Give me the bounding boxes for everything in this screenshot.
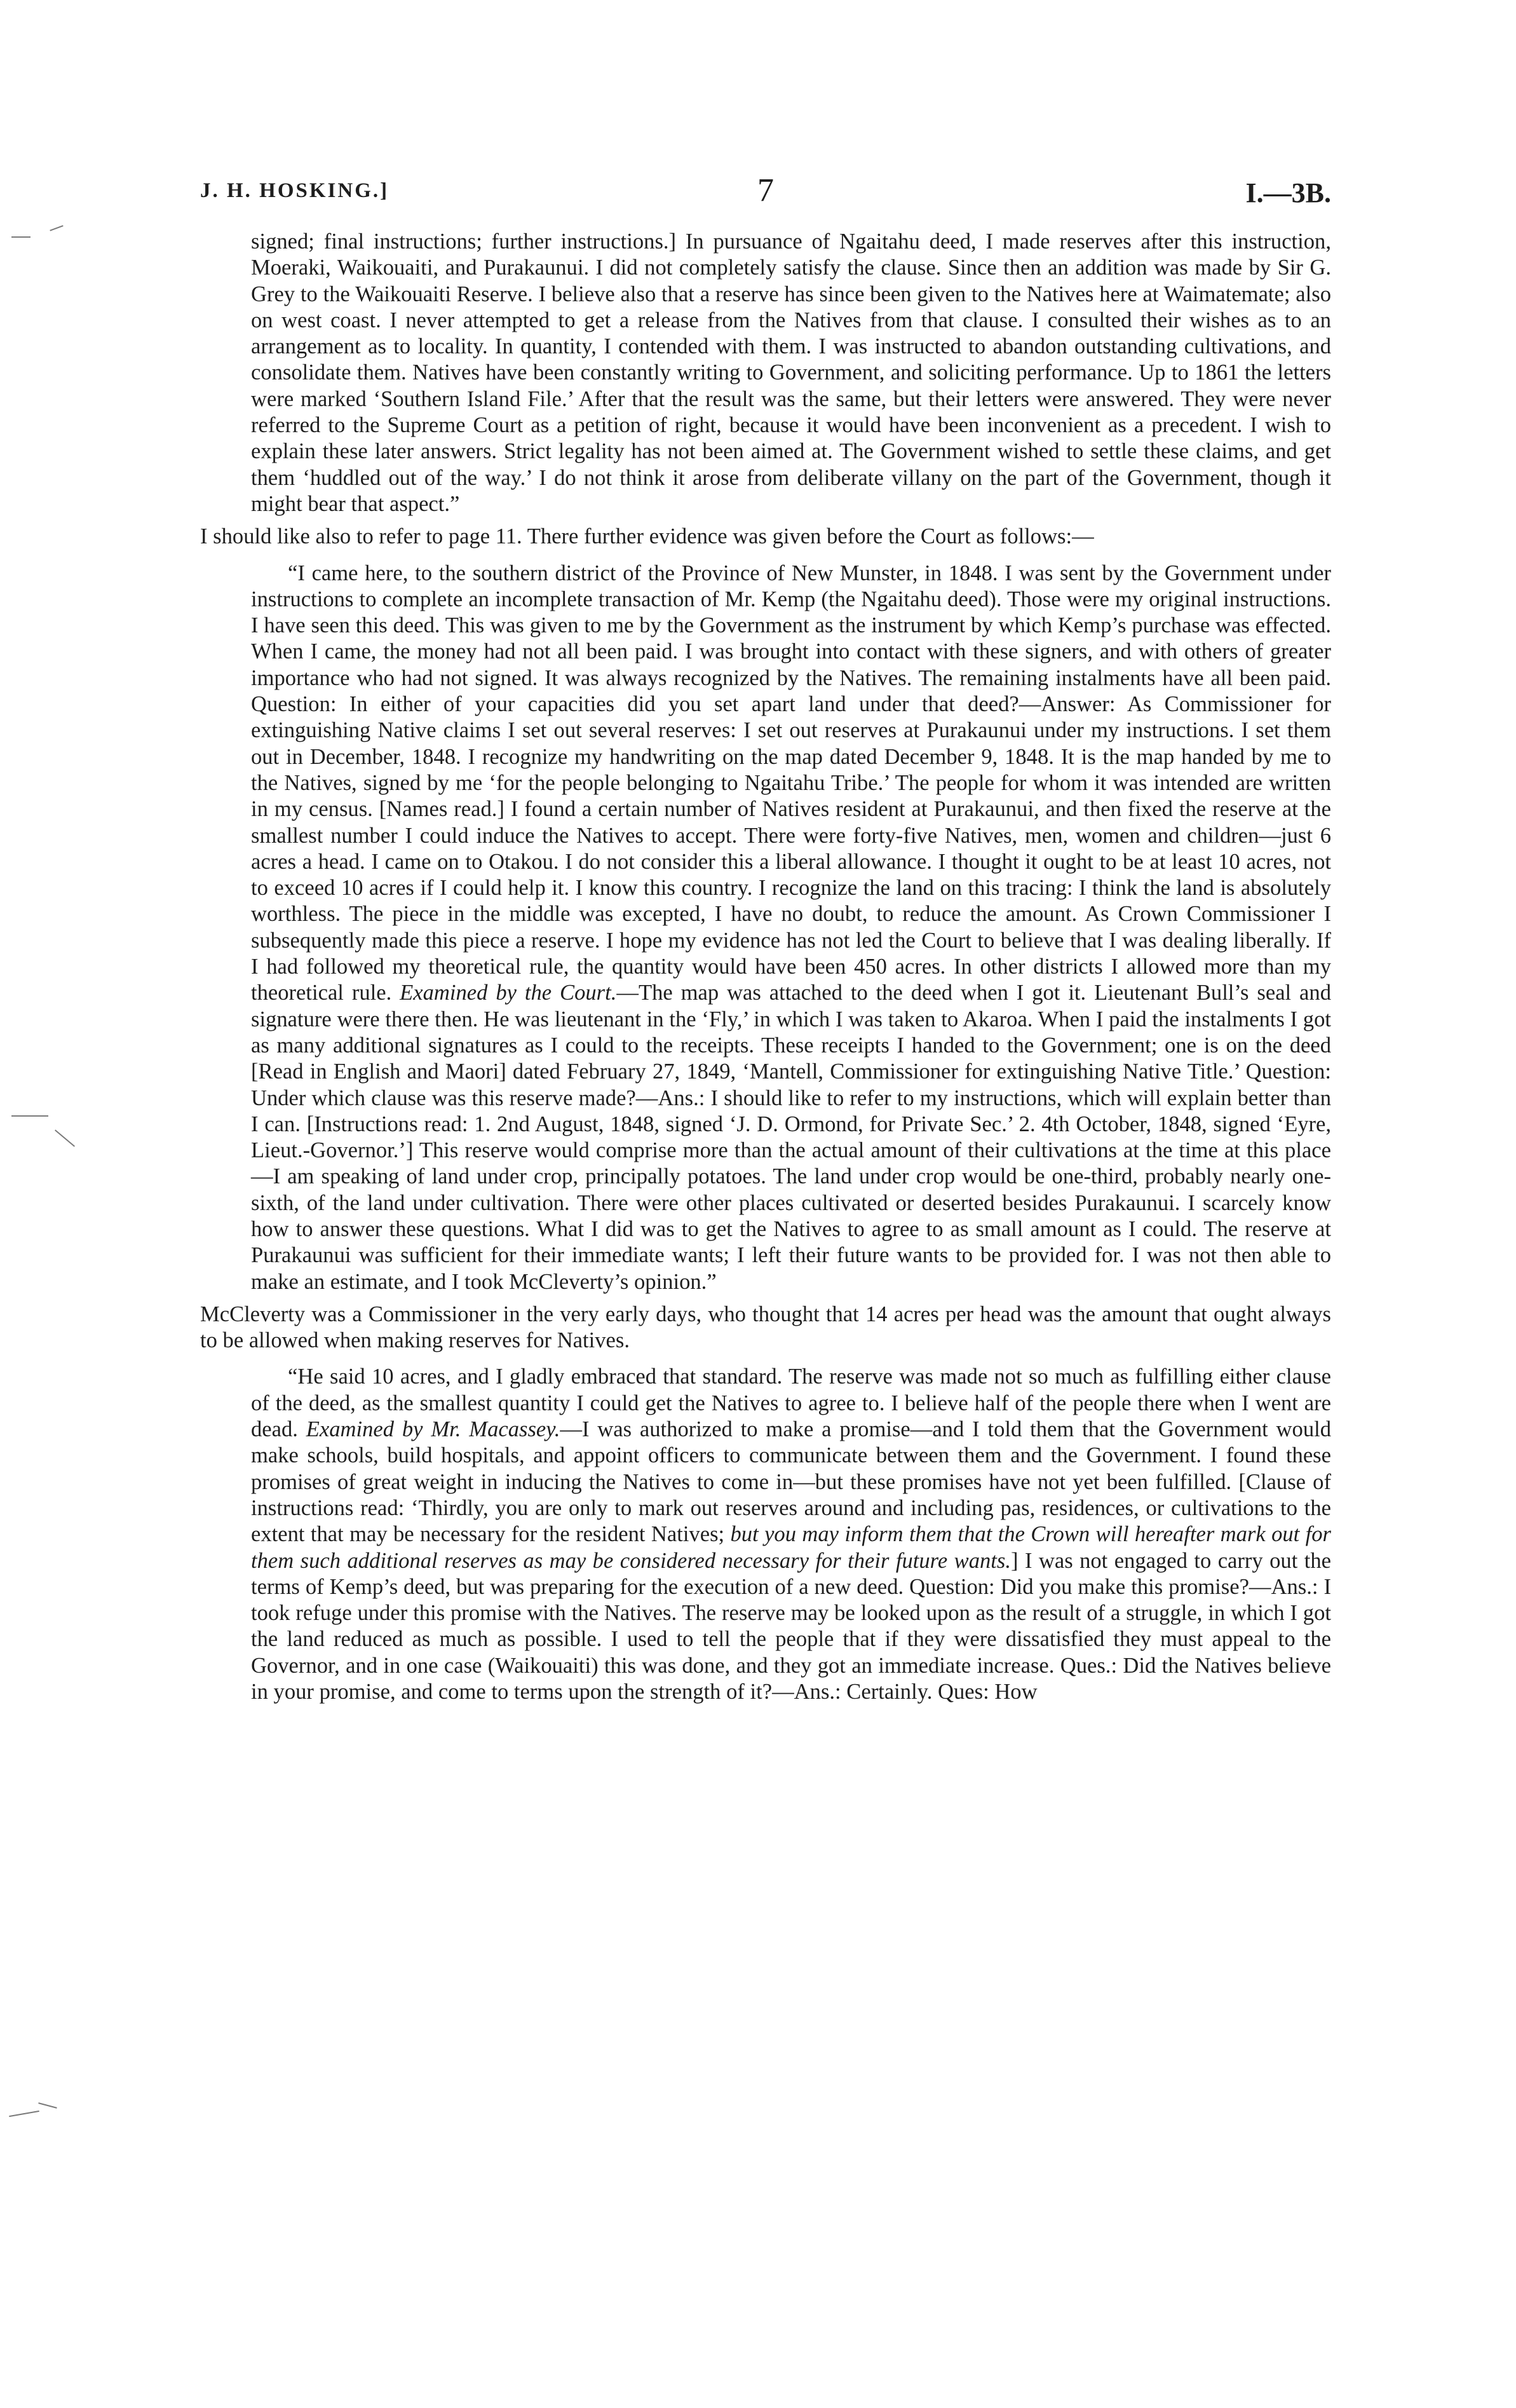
page-number: 7 (757, 172, 774, 208)
header-author: J. H. HOSKING.] (200, 179, 389, 202)
quote-italic: Examined by Mr. Macassey. (306, 1417, 560, 1442)
paragraph-evidence-continued: signed; final instructions; further instructions.] In pursuance of Ngaitahu deed, I made reserves after this instruction, Moeraki, Waikouaiti, and Purakaunui. I did not completely satisfy the clause. Since then an addition was made by Sir G. Grey to the Waikouaiti Reserve. I believe also that a reserve has since been given to the Natives here at Waimatemate; also on west coast. I never attempted to get a release from the Natives from that clause. I consulted their wishes as to an arrangement as to locality. In quantity, I contended with them. I was instructed to abandon outstanding cultivations, and consolidate them. Natives have been constantly writing to Government, and soliciting performance. Up to 1861 the letters were marked ‘Southern Island File.’ After that the result was the same, but their letters were answered. They were never referred to the Supreme Court as a petition of right, because it would have been inconvenient as a precedent. I wish to explain these later answers. Strict legality has not been aimed at. The Government wished to settle these claims, and get them ‘huddled out of the way.’ I do not think it arose from deliberate villany on the part of the Government, though it might bear that aspect.” (251, 229, 1331, 516)
paragraph-page-reference: I should like also to refer to page 11. There further evidence was given before the Court as follows:— (200, 524, 1094, 549)
margin-mark (11, 236, 30, 238)
margin-mark (50, 225, 63, 231)
quote-text: ] I was not engaged to carry out the terms of Kemp’s deed, but was preparing for the execution of a new deed. Question: Did you make this promise?—Ans.: I took refuge under this promise with the Natives. The reserve may be looked upon as the result of a struggle, in which I got the land reduced as much as possible. I used to tell the people that if they were dissatisfied they must appeal to the Governor, and in one case (Waikouaiti) this was done, and they got an immediate increase. Ques.: Did the Natives believe in your promise, and come to terms upon the strength of it?—Ans.: Certainly. Ques: How (251, 1548, 1332, 1704)
document-reference: I.—3B. (1245, 177, 1331, 208)
paragraph-evidence-quote-2 (200, 1364, 1331, 1705)
margin-mark (11, 1115, 48, 1117)
document-body (200, 229, 1331, 1705)
margin-mark (55, 1129, 75, 1146)
quote-text: —I was authorized to make a promise—and I told them that the Government would make schools, build hospitals, and appoint officers to communicate between them and the Government. I found these promises of great weight in inducing the Natives to come in—but these promises have not yet been fulfilled. [Clause of instructions read: ‘Thirdly, you are only to mark out reserves around and including pas, residences, or cultivations to the extent that may be necessary for the resident Natives; (251, 1417, 1332, 1547)
quote-italic: but you may inform them that the Crown will hereafter mark out for them such additional reserves as may be considered necessary for their future wants. (251, 1522, 1331, 1573)
quote-text: “I came here, to the southern district of the Province of New Munster, in 1848. I was sent by the Government under instructions to complete an incomplete transaction of Mr. Kemp (the Ngaitahu deed). Those were my original instructions. I have seen this deed. This was given to me by the Government as the instrument by which Kemp’s purchase was effected. When I came, the money had not all been paid. I was brought into contact with these signers, and with others of greater importance who had not signed. It was always recognized by the Natives. The remaining instalments have all been paid. Question: In either of your capacities did you set apart land under that deed?—Answer: As Commissioner for extinguishing Native claims I set out several reserves: I set out reserves at Purakaunui under my instructions. I set them out in December, 1848. I recognize my handwriting on the map dated December 9, 1848. It is the map handed by me to the Natives, signed by me ‘for the people belonging to Ngaitahu Tribe.’ The people for whom it was intended are written in my census. [Names read.] I found a certain number of Natives resident at Purakaunui, and then fixed the reserve at the smallest number I could induce the Natives to accept. There were forty-five Natives, men, women and children—just 6 acres a head. I came on to Otakou. I do not consider this a liberal allowance. I thought it ought to be at least 10 acres, not to exceed 10 acres if I could help it. I know this country. I recognize the land on this tracing: I think the land is absolutely worthless. The piece in the middle was excepted, I have no doubt, to reduce the amount. As Crown Commissioner I subsequently made this piece a reserve. I hope my evidence has not led the Court to believe that I was dealing liberally. If I had followed my theoretical rule, the quantity would have been 450 acres. In other districts I allowed more than my theoretical rule. (251, 561, 1331, 1005)
page-header (200, 172, 1331, 216)
margin-mark (38, 2102, 57, 2109)
paragraph-mccleverty: McCleverty was a Commissioner in the very early days, who thought that 14 acres per head was the amount that ought always to be allowed when making reserves for Natives. (200, 1302, 1331, 1353)
margin-mark (9, 2111, 39, 2117)
quote-text: “He said 10 acres, and I gladly embraced that standard. The reserve was made not so much as fulfilling either clause of the deed, as the smallest quantity I could get the Natives to agree to. I believe half of the people there when I went are dead. (251, 1364, 1331, 1442)
paragraph-evidence-quote (200, 561, 1331, 1295)
quote-text: —The map was attached to the deed when I got it. Lieutenant Bull’s seal and signature were there then. He was lieutenant in the ‘Fly,’ in which I was taken to Akaroa. When I paid the instalments I got as many additional signatures as I could to the receipts. These receipts I handed to the Government; one is on the deed [Read in English and Maori] dated February 27, 1849, ‘Mantell, Commissioner for extinguishing Native Title.’ Question: Under which clause was this reserve made?—Ans.: I should like to refer to my instructions, which will explain better than I can. [Instructions read: 1. 2nd August, 1848, signed ‘J. D. Ormond, for Private Sec.’ 2. 4th October, 1848, signed ‘Eyre, Lieut.-Governor.’] This reserve would comprise more than the actual amount of their cultivations at the time at this place—I am speaking of land under crop, principally potatoes. The land under crop would be one-third, probably nearly one-sixth, of the land under cultivation. There were other places cultivated or deserted besides Purakaunui. I scarcely know how to answer these questions. What I did was to get the Natives to agree to as small amount as I could. The reserve at Purakaunui was sufficient for their immediate wants; I left their future wants to be provided for. I was not then able to make an estimate, and I took McCleverty’s opinion.” (251, 981, 1331, 1294)
quote-italic: Examined by the Court. (400, 981, 617, 1005)
